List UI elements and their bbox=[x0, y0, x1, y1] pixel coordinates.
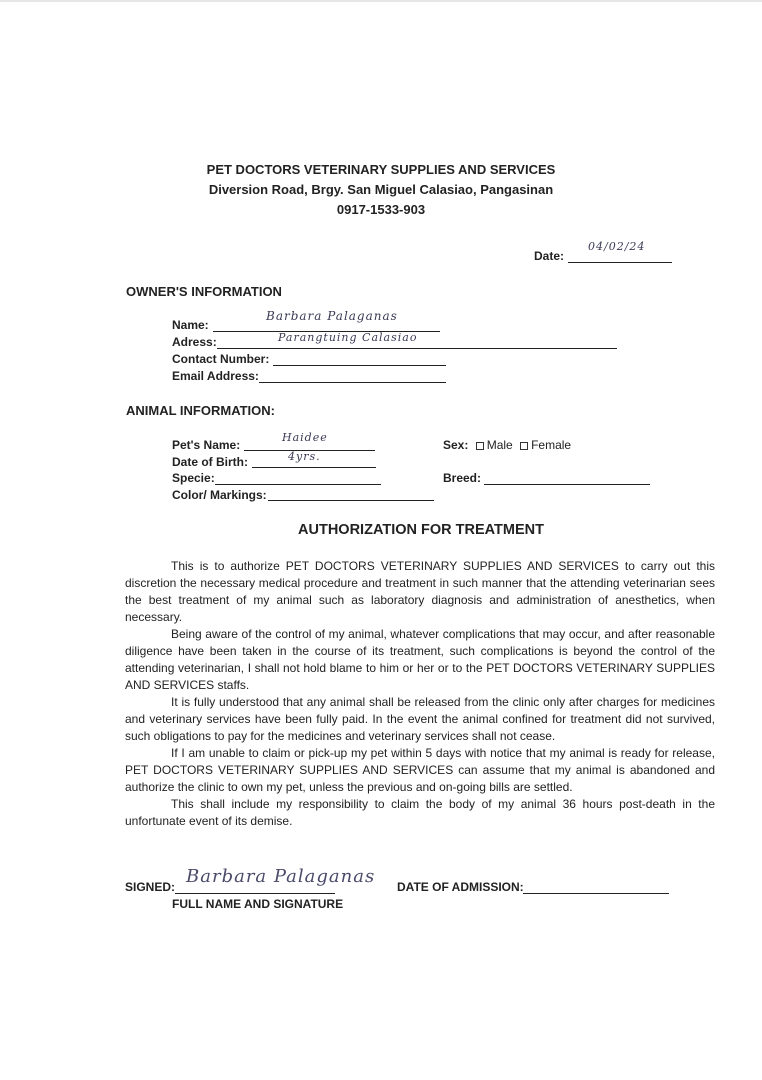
form-header bbox=[0, 160, 762, 220]
owner-address-label: Adress: bbox=[172, 335, 217, 349]
signature-line bbox=[175, 893, 335, 894]
owner-address-line bbox=[217, 348, 617, 349]
female-option-label: Female bbox=[531, 438, 572, 452]
breed-line[interactable] bbox=[484, 484, 650, 485]
date-label: Date: bbox=[534, 249, 565, 263]
color-markings-line[interactable] bbox=[268, 500, 434, 501]
signature-caption: FULL NAME AND SIGNATURE bbox=[172, 897, 344, 911]
contact-number-label: Contact Number: bbox=[172, 352, 270, 366]
authorization-title: AUTHORIZATION FOR TREATMENT bbox=[298, 522, 544, 538]
handwritten-signature[interactable]: Barbara Palaganas bbox=[186, 866, 376, 887]
date-line bbox=[568, 262, 672, 263]
owner-name-label: Name: bbox=[172, 318, 209, 332]
male-option-label: Male bbox=[486, 438, 513, 452]
dob-value[interactable]: 4yrs. bbox=[288, 450, 321, 463]
animal-section-title: ANIMAL INFORMATION: bbox=[126, 403, 275, 418]
owner-name-value[interactable]: Barbara Palaganas bbox=[266, 309, 398, 323]
owner-address-value[interactable]: Parangtuing Calasiao bbox=[278, 331, 418, 344]
specie-line[interactable] bbox=[215, 484, 381, 485]
company-name: PET DOCTORS VETERINARY SUPPLIES AND SERVICES bbox=[206, 162, 556, 177]
sex-field bbox=[443, 438, 571, 452]
female-checkbox[interactable] bbox=[520, 442, 528, 450]
contact-number-line[interactable] bbox=[273, 365, 446, 366]
specie-label: Specie: bbox=[172, 471, 215, 485]
date-of-admission-label: DATE OF ADMISSION: bbox=[397, 880, 524, 894]
signed-label: SIGNED: bbox=[125, 880, 176, 894]
date-value[interactable]: 04/02/24 bbox=[588, 240, 646, 253]
scan-edge bbox=[0, 0, 762, 2]
company-address: Diversion Road, Brgy. San Miguel Calasiao, Pangasinan bbox=[208, 182, 554, 197]
owner-section-title: OWNER'S INFORMATION bbox=[126, 284, 282, 299]
dob-label: Date of Birth: bbox=[172, 455, 248, 469]
breed-label: Breed: bbox=[443, 471, 482, 485]
authorization-paragraph: This is to authorize PET DOCTORS VETERINARY SUPPLIES AND SERVICES to carry out this discretion the necessary medical procedure and treatment in such manner that the attending veterinarian sees the best treatment of my animal such as laboratory diagnosis and administration of anesthetics, when necessary. bbox=[125, 559, 715, 624]
color-markings-label: Color/ Markings: bbox=[172, 488, 267, 502]
authorization-paragraph: It is fully understood that any animal shall be released from the clinic only after charges for medicines and veterinary services have been fully paid. In the event the animal confined for treatment did not survived, such obligations to pay for the medicines and veterinary services shall not cease. bbox=[125, 695, 715, 743]
sex-label: Sex: bbox=[443, 438, 469, 452]
pet-name-value[interactable]: Haidee bbox=[282, 431, 328, 444]
authorization-paragraph: If I am unable to claim or pick-up my pet within 5 days with notice that my animal is ready for release, PET DOCTORS VETERINARY SUPPLIES AND SERVICES can assume that my animal is abandoned and authorize the clinic to own my pet, unless the previous and on-going bills are settled. bbox=[125, 746, 715, 794]
company-phone: 0917-1533-903 bbox=[336, 202, 426, 217]
authorization-paragraph: Being aware of the control of my animal, whatever complications that may occur, and after reasonable diligence have been taken in the course of its treatment, such complications is beyond the control of the attending veterinarian, I shall not hold blame to him or her or to the PET DOCTORS VETERINARY SUPPLIES AND SERVICES staffs. bbox=[125, 627, 715, 692]
date-of-admission-line[interactable] bbox=[523, 893, 669, 894]
male-checkbox[interactable] bbox=[476, 442, 484, 450]
authorization-body bbox=[125, 558, 715, 830]
dob-line bbox=[252, 467, 376, 468]
pet-name-label: Pet's Name: bbox=[172, 438, 241, 452]
authorization-paragraph: This shall include my responsibility to claim the body of my animal 36 hours post-death in the unfortunate event of its demise. bbox=[125, 797, 715, 828]
email-address-line[interactable] bbox=[259, 382, 446, 383]
email-address-label: Email Address: bbox=[172, 369, 259, 383]
